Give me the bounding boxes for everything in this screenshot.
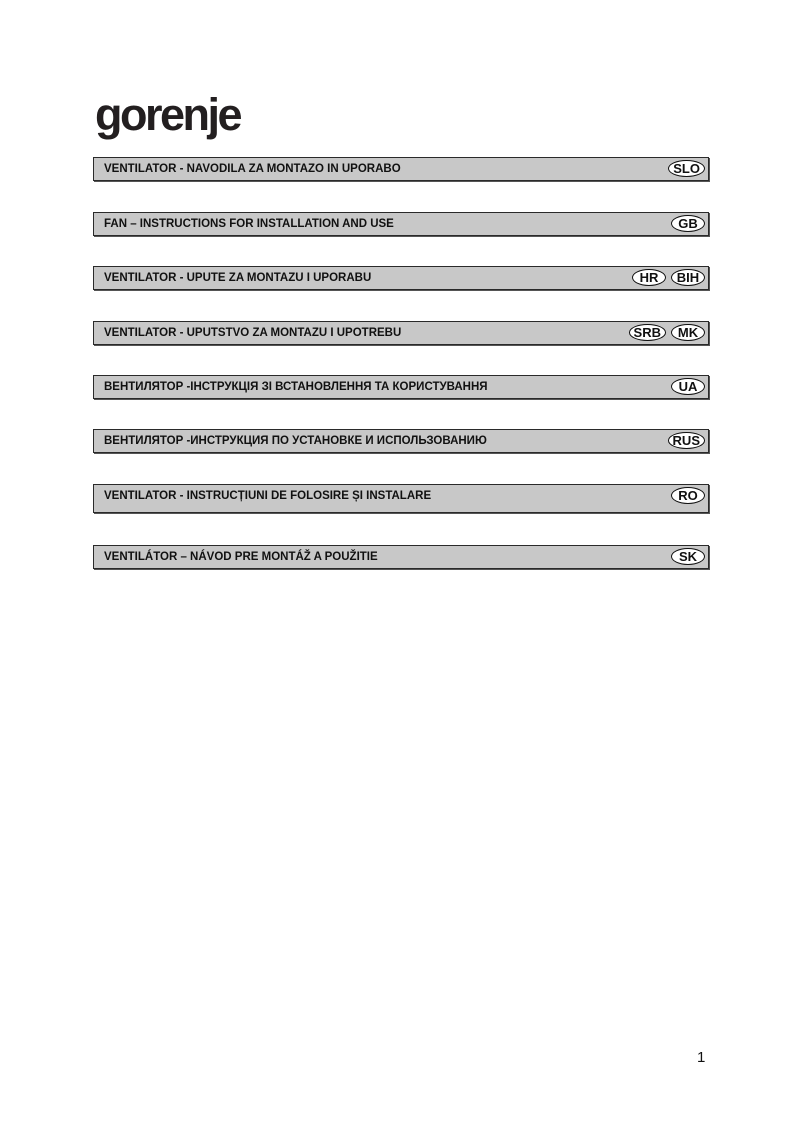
section-title: VENTILATOR - NAVODILA ZA MONTAZO IN UPORABO (104, 163, 401, 175)
section-title: VENTILATOR - UPUTSTVO ZA MONTAZU I UPOTREBU (104, 327, 402, 339)
section-title: VENTILÁTOR – NÁVOD PRE MONTÁŽ A POUŽITIE (104, 551, 378, 563)
language-badge: GB (671, 215, 705, 232)
section-bar-ua (93, 375, 709, 399)
section-bar-gb (93, 212, 709, 236)
section-title: VENTILATOR - UPUTE ZA MONTAZU I UPORABU (104, 272, 372, 284)
section-title: VENTILATOR - INSTRUCȚIUNI DE FOLOSIRE ȘI INSTALARE (104, 490, 432, 502)
section-bar-hr-bih (93, 266, 709, 290)
language-badge: BIH (671, 269, 705, 286)
language-badge: RUS (668, 432, 705, 449)
section-title: ВЕНТИЛЯТОР -ИНСТРУКЦИЯ ПО УСТАНОВКЕ И ИСПОЛЬЗОВАНИЮ (104, 435, 487, 447)
language-badge: UA (671, 378, 705, 395)
section-bar-slo (93, 157, 709, 181)
section-bar-srb-mk (93, 321, 709, 345)
section-title: ВЕНТИЛЯТОР -ІНСТРУКЦІЯ ЗІ ВСТАНОВЛЕННЯ ТА КОРИСТУВАННЯ (104, 381, 488, 393)
language-badge: SLO (668, 160, 705, 177)
section-bar-rus (93, 429, 709, 453)
language-badge: RO (671, 487, 705, 504)
language-badge: MK (671, 324, 705, 341)
language-badge: SRB (629, 324, 666, 341)
page-number: 1 (697, 1049, 706, 1066)
language-badge: HR (632, 269, 666, 286)
section-bar-sk (93, 545, 709, 569)
section-title: FAN – INSTRUCTIONS FOR INSTALLATION AND USE (104, 218, 394, 230)
language-badge: SK (671, 548, 705, 565)
section-bar-ro (93, 484, 709, 513)
brand-logo: gorenje (95, 89, 241, 140)
